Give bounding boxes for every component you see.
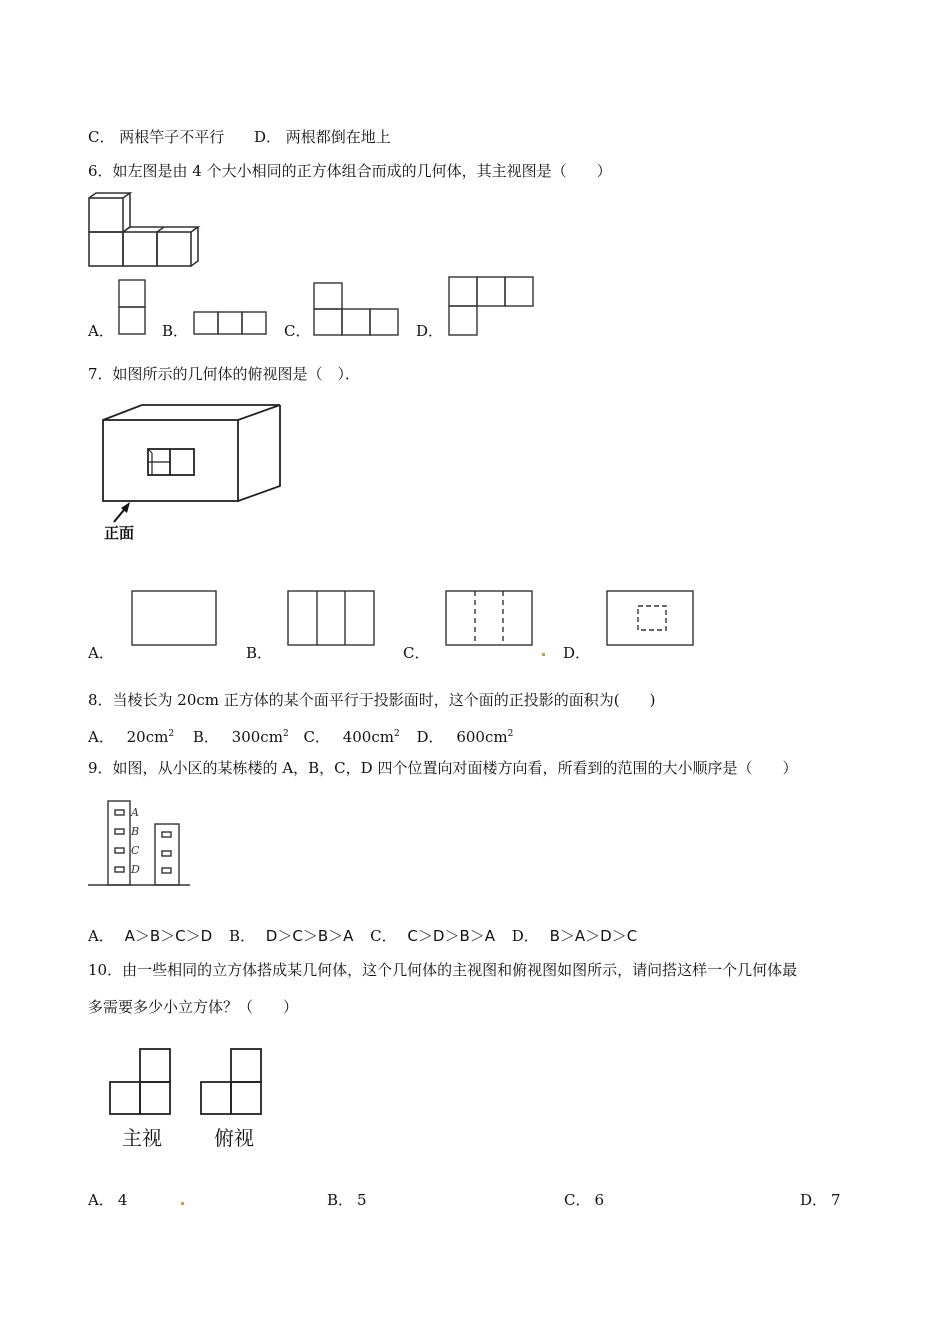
q10-value-d: 7 [831, 1191, 841, 1209]
q9-buildings-figure [88, 796, 192, 888]
q8-label-c: C． [303, 728, 330, 746]
q10-label-d: D． [800, 1191, 828, 1209]
q9-label-a: A． [88, 927, 114, 945]
q8-sup-c: 2 [393, 729, 400, 739]
q10-label-a: A． [88, 1191, 114, 1209]
q10-value-b: 5 [357, 1191, 367, 1209]
q8-stem: 8．当棱长为 20cm 正方体的某个面平行于投影面时，这个面的正投影的面积为( ) [88, 691, 656, 709]
q9-stem: 9．如图，从小区的某栋楼的 A，B，C，D 四个位置向对面楼方向看，所看到的范围的大小顺序是（ ） [88, 759, 798, 777]
scan-speck [542, 653, 545, 656]
q8-label-b: B． [192, 728, 219, 746]
q9-options [88, 926, 637, 946]
scan-speck [181, 1202, 184, 1205]
q9-value-a: A＞B＞C＞D [124, 927, 213, 945]
q5-option-d: D． 两根都倒在地上 [254, 128, 391, 146]
q6-option-b-figure [193, 311, 267, 335]
q7-option-b-figure [287, 590, 375, 646]
q9-value-b: D＞C＞B＞A [265, 927, 354, 945]
q8-value-c: 400cm [342, 728, 394, 746]
q10-stem-line2: 多需要多少小立方体？（ ） [88, 998, 299, 1016]
q7-label-a: A． [88, 644, 114, 662]
q6-label-c: C． [284, 322, 311, 340]
q10-top-view-figure [199, 1048, 263, 1116]
q9-value-d: B＞A＞D＞C [549, 927, 638, 945]
q9-label-c: C． [370, 927, 397, 945]
q10-option-a [88, 1190, 127, 1210]
q6-option-a-figure [118, 279, 146, 335]
q10-main-view-label: 主视 [122, 1126, 162, 1150]
q8-value-b: 300cm [231, 728, 283, 746]
q7-front-label: 正面 [104, 524, 135, 542]
q6-solid-figure [88, 192, 208, 268]
q8-sup-d: 2 [507, 729, 514, 739]
q10-stem-line1: 10．由一些相同的立方体搭成某几何体，这个几何体的主视图和俯视图如图所示，请问搭这样一个几何体最 [88, 961, 798, 979]
q8-options [88, 724, 513, 747]
q10-option-d [800, 1190, 841, 1210]
q10-label-c: C． [564, 1191, 591, 1209]
q8-label-a: A． [88, 728, 114, 746]
q7-stem: 7．如图所示的几何体的俯视图是（ ）． [88, 365, 361, 383]
q7-option-a-figure [131, 590, 217, 646]
q9-label-d: D． [511, 927, 539, 945]
q7-option-c-figure [445, 590, 533, 646]
q6-label-d: D． [416, 322, 444, 340]
q6-option-d-figure [448, 276, 536, 336]
q8-sup-a: 2 [168, 729, 175, 739]
q10-option-b [327, 1190, 367, 1210]
q8-value-d: 600cm [456, 728, 508, 746]
q9-floor-label-c: C [131, 844, 140, 857]
q6-label-b: B． [162, 322, 189, 340]
q10-value-c: 6 [594, 1191, 605, 1209]
q6-stem: 6．如左图是由 4 个大小相同的正方体组合而成的几何体，其主视图是（ ） [88, 162, 612, 180]
q6-label-a: A． [88, 322, 114, 340]
q7-option-d-figure [606, 590, 694, 646]
q8-value-a: 20cm [126, 728, 169, 746]
q9-floor-label-a: A [131, 806, 139, 819]
q8-label-d: D． [416, 728, 444, 746]
q9-value-c: C＞D＞B＞A [407, 927, 495, 945]
q10-top-view-label: 俯视 [214, 1126, 254, 1150]
q10-value-a: 4 [117, 1191, 128, 1209]
q9-floor-label-b: B [131, 825, 140, 838]
q10-option-c [564, 1190, 604, 1210]
q9-label-b: B． [228, 927, 256, 945]
q9-floor-label-d: D [131, 863, 140, 876]
q7-label-c: C． [403, 644, 430, 662]
q5-option-c: C． 两根竿子不平行 [88, 128, 225, 146]
q6-option-c-figure [313, 282, 401, 336]
q7-label-b: B． [246, 644, 273, 662]
q8-sup-b: 2 [282, 729, 289, 739]
q10-label-b: B． [327, 1191, 354, 1209]
q7-label-d: D． [563, 644, 591, 662]
q10-main-view-figure [108, 1048, 172, 1116]
